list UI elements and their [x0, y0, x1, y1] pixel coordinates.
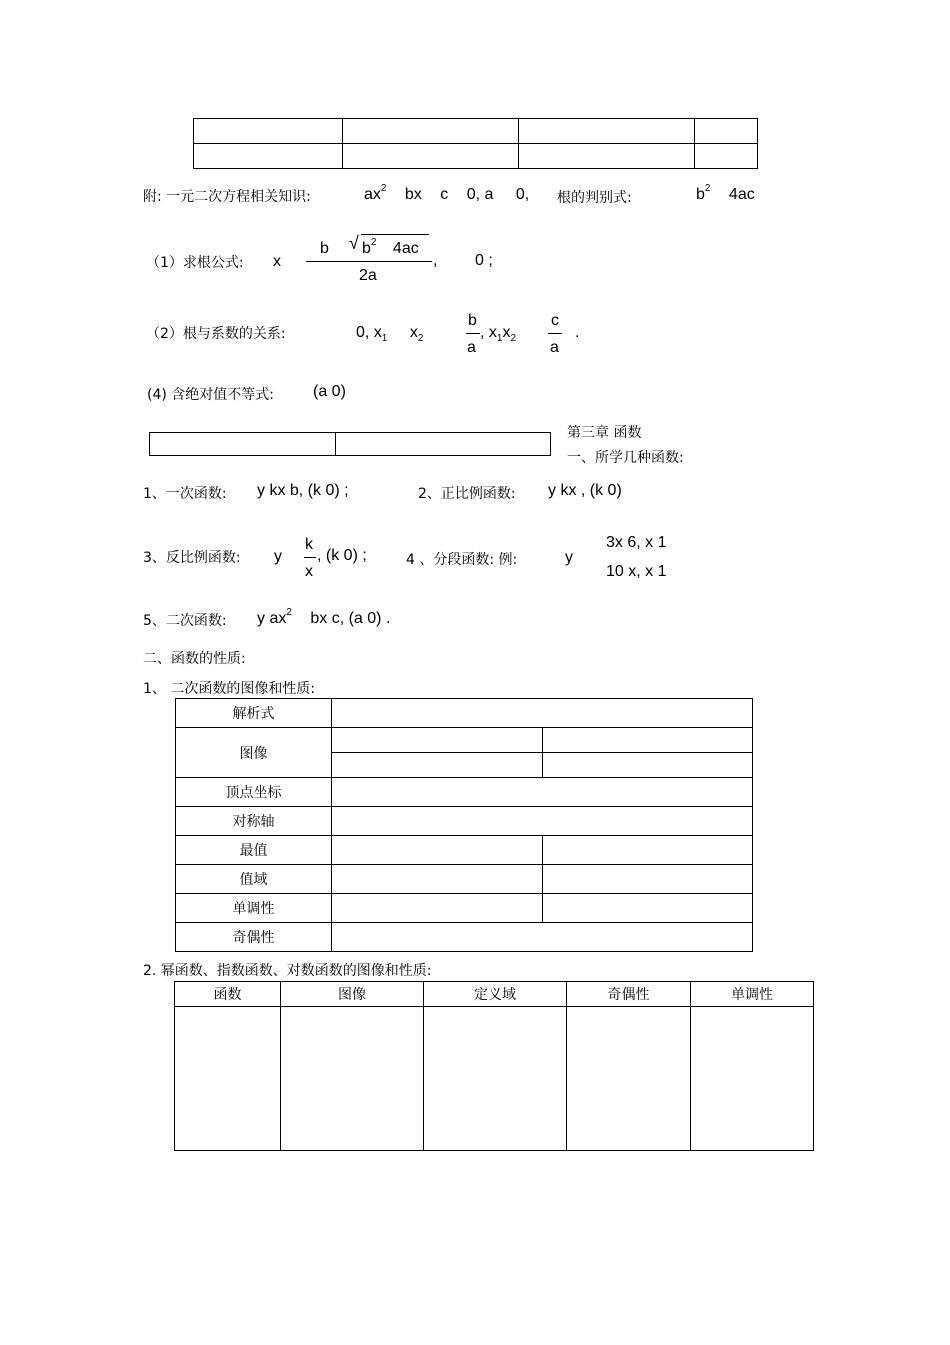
eq-zero: 0 [515, 186, 525, 203]
radicand-sq: 2 [370, 237, 377, 248]
f3-den: x [305, 563, 313, 580]
vieta-frac2-bar [548, 333, 562, 334]
radicand-b: b [362, 240, 371, 257]
root-formula-label: （1）求根公式: [146, 255, 244, 271]
row-label: 单调性 [176, 894, 332, 923]
row-label: 对称轴 [176, 807, 332, 836]
vieta-label: （2）根与系数的关系: [146, 326, 286, 342]
chapter-sub: 一、所学几种函数: [567, 450, 684, 466]
f3-tail: , (k 0) ; [317, 547, 367, 564]
table-cell [543, 753, 753, 778]
f1-label: 1、一次函数: [143, 486, 227, 502]
row-label: 顶点坐标 [176, 778, 332, 807]
disc-ac: 4ac [728, 186, 755, 203]
discriminant-label: 根的判别式: [557, 190, 632, 206]
f4-label: 4 、分段函数: 例: [406, 552, 518, 568]
table-cell [336, 433, 551, 456]
absolute-label: (4) 含绝对值不等式: [147, 387, 274, 403]
root-x: x [273, 253, 281, 270]
vieta-x2: x [409, 324, 418, 341]
table-cell [332, 728, 543, 753]
quad-table [175, 698, 753, 952]
table-cell [194, 119, 343, 144]
section3-title: 2. 幂函数、指数函数、对数函数的图像和性质: [143, 963, 432, 979]
f2-label: 2、正比例函数: [418, 486, 516, 502]
section2-title: 二、函数的性质: [143, 651, 246, 667]
table-cell [194, 144, 343, 169]
table-cell [343, 144, 519, 169]
section2-sub1: 1、 二次函数的图像和性质: [143, 681, 316, 697]
f3-label: 3、反比例函数: [143, 550, 241, 566]
vieta-frac1-den: a [467, 339, 476, 356]
vieta-cond [356, 324, 423, 342]
table-cell [281, 1007, 424, 1151]
eq-sq: 2 [380, 183, 387, 194]
header-cell: 图像 [281, 982, 424, 1007]
header-cell: 函数 [175, 982, 281, 1007]
quadratic-equation [364, 183, 530, 204]
table-cell [543, 865, 753, 894]
table-cell [519, 144, 695, 169]
table-cell [343, 119, 519, 144]
eq-c: c [440, 186, 449, 203]
table-cell [543, 728, 753, 753]
row-label: 值域 [176, 865, 332, 894]
vieta-mid-text: , x [480, 324, 497, 341]
vieta-frac1-num: b [468, 312, 477, 329]
root-cond: 0 ; [475, 252, 493, 269]
row-label: 奇偶性 [176, 923, 332, 952]
row-label: 解析式 [176, 699, 332, 728]
table-cell [424, 1007, 567, 1151]
f2: y kx , (k 0) [548, 482, 622, 499]
table-cell [695, 144, 758, 169]
table-cell [332, 807, 753, 836]
mid-table [149, 432, 551, 456]
vieta-frac2-den: a [550, 339, 559, 356]
f3-num: k [305, 536, 313, 553]
row-label: 最值 [176, 836, 332, 865]
disc-sq: 2 [704, 183, 711, 194]
discriminant [696, 183, 755, 204]
f4-line2: 10 x, x 1 [606, 563, 667, 580]
root-tail: , [433, 252, 438, 269]
f1: y kx b, (k 0) ; [257, 482, 349, 499]
eq-ax: ax [364, 186, 381, 203]
vieta-mid-sub2: 2 [510, 333, 517, 344]
f4-y: y [565, 549, 573, 566]
f5-label: 5、二次函数: [143, 613, 227, 629]
row-label: 图像 [176, 728, 332, 778]
chapter-title: 第三章 函数 [567, 425, 642, 441]
table-cell [150, 433, 336, 456]
fraction-bar [306, 261, 432, 262]
header-cell: 定义域 [424, 982, 567, 1007]
root-num-b: b [320, 240, 329, 257]
table-cell [695, 119, 758, 144]
absolute-cond: (a 0) [313, 383, 346, 400]
appendix-intro: 附: 一元二次方程相关知识: [143, 189, 311, 205]
table-cell [332, 865, 543, 894]
radicand-ac: 4ac [392, 240, 419, 257]
table-cell [332, 699, 753, 728]
table-cell [543, 894, 753, 923]
table-cell [332, 894, 543, 923]
header-cell: 单调性 [691, 982, 814, 1007]
vieta-sub2: 2 [417, 333, 424, 344]
vieta-sub1: 1 [381, 333, 388, 344]
eq-comma: , [524, 186, 530, 203]
eq-zero-a: 0, a [466, 186, 494, 203]
f4-line1: 3x 6, x 1 [606, 534, 667, 551]
table-cell [567, 1007, 691, 1151]
sqrt-bar [361, 234, 429, 235]
f5 [257, 607, 391, 628]
sqrt-icon: √ [349, 233, 359, 253]
header-cell: 奇偶性 [567, 982, 691, 1007]
vieta-cond-text: 0, x [356, 324, 382, 341]
f3-y: y [274, 548, 282, 565]
table-cell [691, 1007, 814, 1151]
func-table [174, 981, 814, 1151]
f3-bar [304, 557, 316, 558]
table-cell [332, 753, 543, 778]
disc-b: b [696, 186, 705, 203]
vieta-mid-sub1: 1 [496, 333, 503, 344]
top-table [193, 118, 758, 169]
root-radicand [362, 237, 419, 258]
vieta-frac1-bar [466, 333, 480, 334]
table-cell [332, 923, 753, 952]
table-cell [332, 836, 543, 865]
vieta-end: . [575, 324, 580, 341]
table-cell [175, 1007, 281, 1151]
vieta-mid [480, 324, 516, 342]
eq-bx: bx [404, 186, 422, 203]
f5-sq: 2 [286, 607, 292, 618]
vieta-mid-x: x [502, 324, 511, 341]
f5-b: bx c, (a 0) . [310, 610, 391, 627]
table-cell [332, 778, 753, 807]
vieta-frac2-num: c [551, 312, 559, 329]
table-cell [519, 119, 695, 144]
f5-a: y ax [257, 610, 287, 627]
root-den: 2a [359, 267, 377, 284]
table-cell [543, 836, 753, 865]
